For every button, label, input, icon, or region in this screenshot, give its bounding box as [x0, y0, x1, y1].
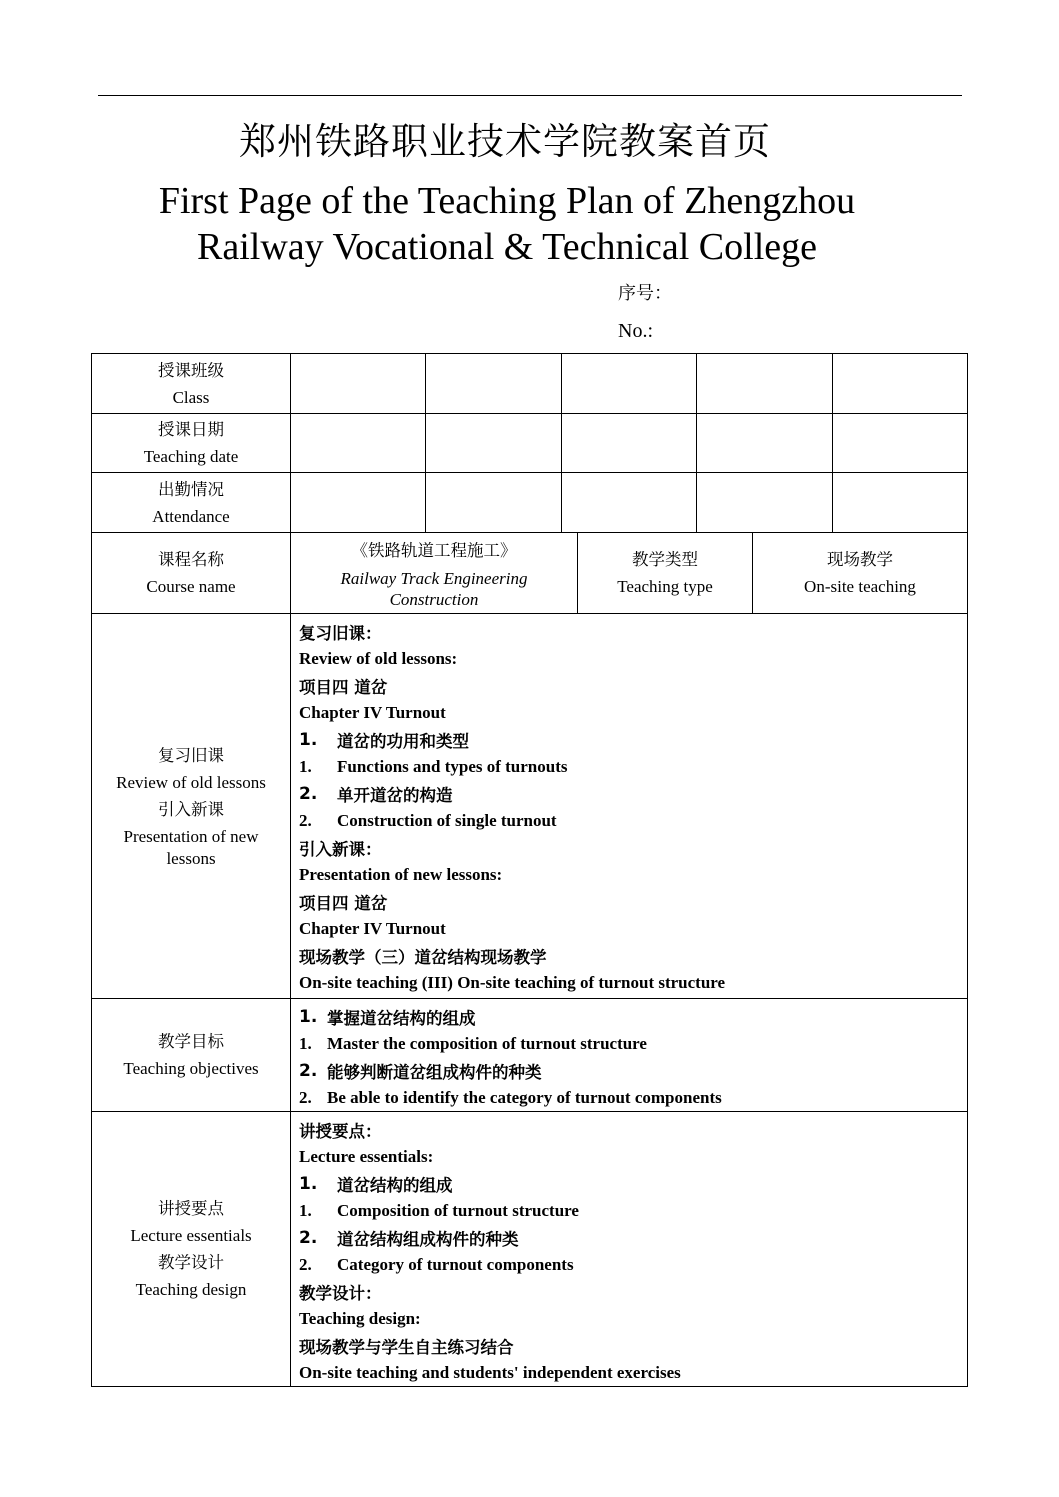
course-name-label-en: Course name	[146, 577, 236, 596]
date-field-4[interactable]	[697, 414, 833, 472]
objectives-row	[92, 998, 967, 1111]
content-line: On-site teaching (III) On-site teaching of turnout structure	[299, 972, 726, 992]
content-line: 2. Be able to identify the category of turnout components	[299, 1087, 722, 1107]
class-field-4[interactable]	[697, 354, 833, 413]
content-line: 项目四 道岔	[299, 893, 388, 913]
content-line: 2. 道岔结构组成构件的种类	[299, 1227, 519, 1249]
class-field-1[interactable]	[291, 354, 426, 413]
content-line: 1. 道岔结构的组成	[299, 1173, 453, 1195]
review-label-en: Review of old lessons	[116, 773, 266, 792]
attendance-label-cn: 出勤情况	[158, 479, 224, 499]
page-title-en-line1: First Page of the Teaching Plan of Zhengzhou	[158, 180, 856, 222]
objectives-label-cn: 教学目标	[158, 1032, 224, 1051]
top-rule	[98, 95, 962, 96]
class-label	[92, 354, 291, 413]
lecture-content	[291, 1112, 967, 1386]
content-line: 2. Category of turnout components	[299, 1254, 574, 1274]
teaching-type-label-cn: 教学类型	[632, 550, 698, 569]
page-title-en-line2: Railway Vocational & Technical College	[197, 226, 817, 268]
attendance-row	[92, 472, 967, 532]
content-line: 1. Composition of turnout structure	[299, 1200, 579, 1220]
date-field-2[interactable]	[426, 414, 562, 472]
teaching-type-value-en: On-site teaching	[804, 577, 916, 596]
content-line: Presentation of new lessons:	[299, 864, 503, 884]
course-name-value	[291, 533, 578, 613]
teaching-type-label	[578, 533, 753, 613]
serial-label-en: No.:	[618, 320, 653, 342]
content-line: 1. Master the composition of turnout structure	[299, 1033, 647, 1053]
date-field-3[interactable]	[562, 414, 697, 472]
content-line: Review of old lessons:	[299, 648, 458, 668]
content-line: 1. Functions and types of turnouts	[299, 756, 568, 776]
class-field-2[interactable]	[426, 354, 562, 413]
class-field-5[interactable]	[833, 354, 967, 413]
content-line: Lecture essentials:	[299, 1146, 434, 1166]
attendance-field-2[interactable]	[426, 473, 562, 532]
content-line: 2. 单开道岔的构造	[299, 783, 453, 805]
date-field-5[interactable]	[833, 414, 967, 472]
teaching-type-value	[753, 533, 967, 613]
teaching-date-label-en: Teaching date	[143, 447, 239, 466]
content-line: 复习旧课：	[299, 623, 382, 643]
page-title-en	[0, 178, 1014, 270]
content-line: 讲授要点：	[299, 1121, 382, 1141]
teaching-date-label-cn: 授课日期	[158, 420, 224, 439]
teaching-date-row	[92, 413, 967, 472]
new-lesson-label-cn: 引入新课	[158, 800, 224, 819]
attendance-label-en: Attendance	[152, 506, 230, 526]
attendance-label	[92, 473, 291, 532]
content-line: 现场教学与学生自主练习结合	[299, 1337, 514, 1357]
content-line: Chapter IV Turnout	[299, 702, 446, 722]
class-field-3[interactable]	[562, 354, 697, 413]
course-name-cn: 《铁路轨道工程施工》	[351, 541, 517, 560]
class-label-en: Class	[172, 387, 210, 407]
design-label-en: Teaching design	[135, 1280, 247, 1299]
content-line: 教学设计：	[299, 1283, 382, 1303]
review-label	[92, 614, 291, 998]
teaching-type-label-en: Teaching type	[617, 577, 713, 596]
date-field-1[interactable]	[291, 414, 426, 472]
content-line: 2. Construction of single turnout	[299, 810, 557, 830]
content-line: 1. 掌握道岔结构的组成	[299, 1006, 476, 1028]
course-row	[92, 532, 967, 613]
objectives-label-en: Teaching objectives	[123, 1059, 259, 1078]
lecture-label-cn: 讲授要点	[158, 1199, 224, 1218]
content-line: 项目四 道岔	[299, 677, 388, 697]
design-label-cn: 教学设计	[158, 1253, 224, 1272]
attendance-field-5[interactable]	[833, 473, 967, 532]
attendance-field-1[interactable]	[291, 473, 426, 532]
content-line: 2. 能够判断道岔组成构件的种类	[299, 1060, 542, 1082]
content-line: 1. 道岔的功用和类型	[299, 729, 469, 751]
review-content	[291, 614, 967, 998]
content-line: 现场教学（三）道岔结构现场教学	[299, 947, 547, 967]
course-name-en-line2: Construction	[389, 590, 479, 609]
attendance-field-4[interactable]	[697, 473, 833, 532]
new-lesson-label-en-line1: Presentation of new	[123, 827, 259, 846]
review-row	[92, 613, 967, 998]
course-name-en-line1: Railway Track Engineering	[340, 569, 528, 588]
teaching-plan-table	[91, 353, 968, 1387]
content-line: Teaching design:	[299, 1308, 421, 1328]
page-title-cn: 郑州铁路职业技术学院教案首页	[239, 120, 771, 163]
review-label-cn: 复习旧课	[158, 746, 224, 765]
lecture-label-en: Lecture essentials	[130, 1226, 252, 1245]
content-line: Chapter IV Turnout	[299, 918, 446, 938]
attendance-field-3[interactable]	[562, 473, 697, 532]
class-label-cn: 授课班级	[158, 360, 224, 380]
course-name-label-cn: 课程名称	[158, 550, 224, 569]
serial-label-cn: 序号：	[618, 283, 672, 304]
lecture-label	[92, 1112, 291, 1386]
content-line: 引入新课：	[299, 839, 382, 859]
lecture-row	[92, 1111, 967, 1386]
objectives-content	[291, 999, 967, 1111]
teaching-date-label	[92, 414, 291, 472]
teaching-type-value-cn: 现场教学	[827, 550, 893, 569]
objectives-label	[92, 999, 291, 1111]
new-lesson-label-en-line2: lessons	[166, 849, 216, 868]
course-name-label	[92, 533, 291, 613]
class-row	[92, 354, 967, 413]
content-line: On-site teaching and students' independent exercises	[299, 1362, 681, 1382]
